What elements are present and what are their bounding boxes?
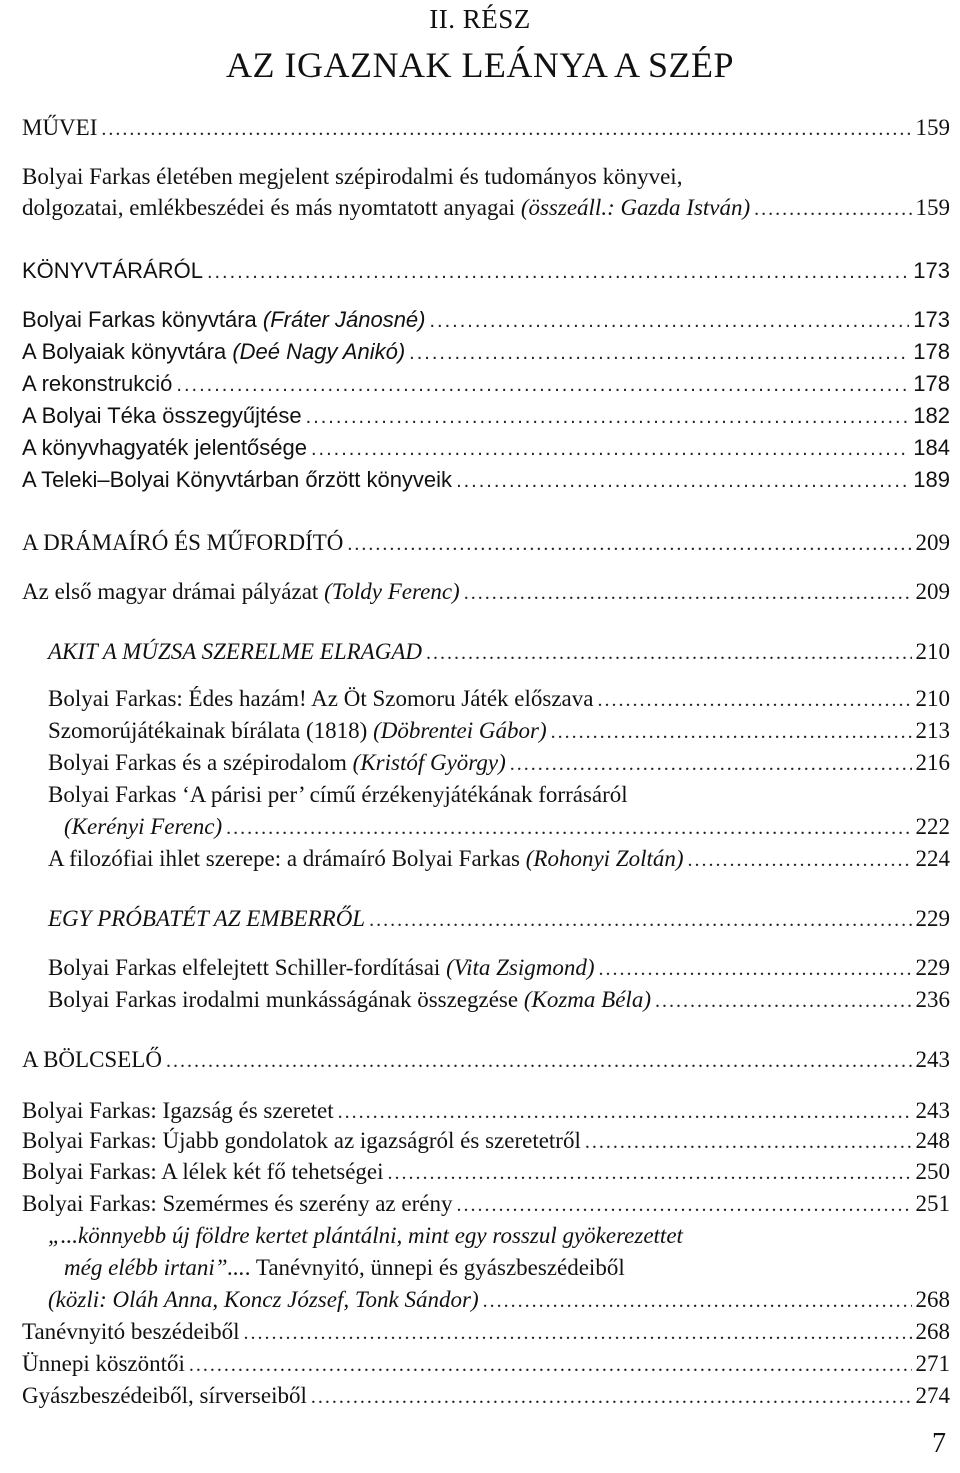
toc-entry-parisi [64,812,950,843]
author-credit: (Rohonyi Zoltán) [525,846,684,871]
toc-entry-parisi-line1: Bolyai Farkas ‘A párisi per’ című érzékenyjátékának forrásáról [48,782,628,807]
toc-entry: A filozófiai ihlet szerepe: a drámaíró Bolyai Farkas (Rohonyi Zoltán) ..... 224 [48,844,950,875]
toc-entry: Bolyai Farkas: Újabb gondolatok az igazságról és szeretetről ..... 248 [22,1126,950,1157]
leader-dots [101,114,911,144]
leader-dots [369,905,911,935]
leader-dots [456,1190,911,1220]
leader-dots [347,529,911,559]
toc-entry-bibliography-line1: Bolyai Farkas életében megjelent szépirodalmi és tudományos könyvei, [22,164,683,189]
toc-entry: Bolyai Farkas: Szemérmes és szerény az erény ..... 251 [22,1189,950,1220]
toc-subsection-probatet: EGY PRÓBATÉT AZ EMBERRŐL ..... 229 [48,904,950,935]
toc-section-konyvtar: KÖNYVTÁRÁRÓL ..... 173 [22,256,950,287]
toc-entry: Bolyai Farkas: A lélek két fő tehetségei ..... 250 [22,1157,950,1188]
page-number: 248 [915,1128,950,1153]
leader-dots [655,986,912,1016]
page-number: 159 [915,195,950,220]
toc-entry: A Bolyai Téka összegyűjtése ..... 182 [22,401,950,432]
author-credit: (összeáll.: Gazda István) [520,195,751,220]
page-number: 224 [915,846,950,871]
page-number: 209 [915,530,950,555]
part-title: AZ IGAZNAK LEÁNYA A SZÉP [225,45,734,85]
leader-dots [754,194,911,224]
leader-dots [551,717,912,747]
page-number: 243 [915,1098,950,1123]
toc-entry: Bolyai Farkas: Édes hazám! Az Öt Szomoru Játék előszava ..... 210 [48,684,950,715]
page-number: 178 [913,339,950,364]
page-number: 229 [915,906,950,931]
author-credit: (Kerényi Ferenc) [64,814,223,839]
toc-entry-konnyebb-line1: „...könnyebb új földre kertet plántálni, mint egy rosszul gyökerezettet [48,1223,683,1248]
toc-entry: Bolyai Farkas és a szépirodalom (Kristóf György) ..... 216 [48,748,950,779]
leader-dots [464,578,912,608]
toc-entry: Gyászbeszédeiből, sírverseiből ..... 274 [22,1381,950,1412]
page-number: 229 [915,955,950,980]
page-number: 213 [915,718,950,743]
page-number: 173 [913,307,950,332]
leader-dots [599,954,912,984]
page-number: 268 [915,1287,950,1312]
toc-entry: Szomorújátékainak bírálata (1818) (Döbrentei Gábor) ..... 213 [48,716,950,747]
page-number: 274 [915,1383,950,1408]
author-credit: (Döbrentei Gábor) [373,718,547,743]
page-number: 159 [915,115,950,140]
toc-entry-bibliography: dolgozatai, emlékbeszédei és más nyomtatott anyagai (összeáll.: Gazda István) ..... 159 [22,193,950,224]
toc-entry: Bolyai Farkas könyvtára (Fráter Jánosné) ..... 173 [22,305,950,336]
toc-section-dramairo: A DRÁMAÍRÓ ÉS MŰFORDÍTÓ ..... 209 [22,528,950,559]
toc-entry: Tanévnyitó beszédeiből ..... 268 [22,1317,950,1348]
page-number: 251 [915,1191,950,1216]
toc-entry-konnyebb-line2: még elébb irtani”.... Tanévnyitó, ünnepi és gyászbeszédeiből [64,1255,625,1280]
leader-dots [388,1158,912,1188]
page-number: 268 [915,1319,950,1344]
page-number: 178 [913,371,950,396]
page-folio: 7 [932,1428,946,1459]
toc-entry: A Bolyaiak könyvtára (Deé Nagy Anikó) ..... 178 [22,337,950,368]
page-number: 271 [915,1351,950,1376]
author-credit: (Vita Zsigmond) [446,955,595,980]
toc-section-muvei: MŰVEI ..... 159 [22,113,950,144]
toc-entry: Bolyai Farkas: Igazság és szeretet ..... 243 [22,1096,950,1127]
author-credit: (közli: Oláh Anna, Koncz József, Tonk Sándor) [48,1287,479,1312]
leader-dots [338,1097,912,1127]
author-credit: (Fráter Jánosné) [262,307,426,332]
page-number: 173 [913,258,950,283]
leader-dots [510,749,912,779]
page-number: 222 [915,814,950,839]
toc-entry: Bolyai Farkas elfelejtett Schiller-fordításai (Vita Zsigmond) ..... 229 [48,953,950,984]
page-number: 210 [915,639,950,664]
leader-dots [226,813,911,843]
leader-dots [176,370,909,400]
toc-entry: A könyvhagyaték jelentősége ..... 184 [22,433,950,464]
toc-entry-konnyebb [48,1285,950,1316]
page-number: 184 [913,435,950,460]
page-number: 189 [913,467,950,492]
leader-dots [597,685,911,715]
toc-entry: A Teleki–Bolyai Könyvtárban őrzött könyveik ..... 189 [22,465,950,496]
leader-dots [207,257,909,287]
toc-entry: Bolyai Farkas irodalmi munkásságának összegzése (Kozma Béla) ..... 236 [48,985,950,1016]
leader-dots [189,1350,912,1380]
toc-section-bolcselo: A BÖLCSELŐ ..... 243 [22,1045,950,1076]
leader-dots [426,638,912,668]
page-number: 210 [915,686,950,711]
leader-dots [311,434,909,464]
leader-dots [456,466,909,496]
toc-entry: A rekonstrukció ..... 178 [22,369,950,400]
leader-dots [483,1286,912,1316]
leader-dots [243,1318,911,1348]
author-credit: (Deé Nagy Anikó) [232,339,406,364]
page-number: 209 [915,579,950,604]
page-number: 182 [913,403,950,428]
page-number: 243 [915,1047,950,1072]
toc-subsection-muzsa: AKIT A MÚZSA SZERELME ELRAGAD ..... 210 [48,637,950,668]
toc-entry: Az első magyar drámai pályázat (Toldy Ferenc) ..... 209 [22,577,950,608]
part-heading: II. RÉSZ [429,4,531,34]
leader-dots [166,1046,912,1076]
leader-dots [306,402,910,432]
leader-dots [311,1382,912,1412]
page-number: 216 [915,750,950,775]
leader-dots [430,306,910,336]
leader-dots [409,338,909,368]
toc-entry: Ünnepi köszöntői ..... 271 [22,1349,950,1380]
leader-dots [585,1127,912,1157]
page-number: 236 [915,987,950,1012]
page-number: 250 [915,1159,950,1184]
author-credit: (Kristóf György) [352,750,506,775]
leader-dots [688,845,912,875]
author-credit: (Toldy Ferenc) [324,579,460,604]
author-credit: (Kozma Béla) [523,987,651,1012]
